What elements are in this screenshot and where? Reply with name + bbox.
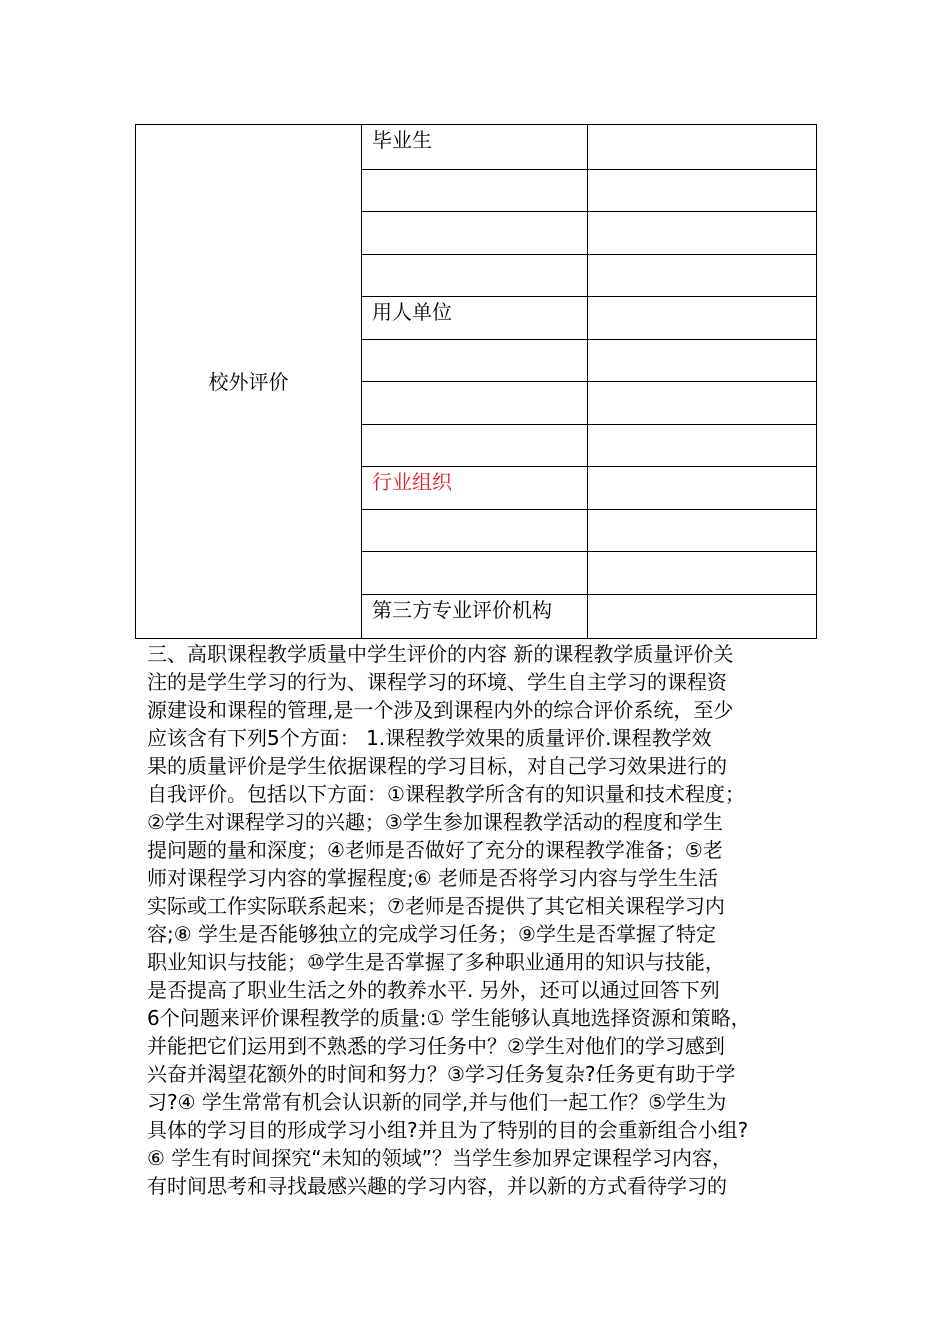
text-line: 注的是学生学习的行为、课程学习的环境、学生自主学习的课程资 — [147, 670, 727, 694]
table-row — [136, 125, 817, 170]
row-label — [362, 382, 588, 425]
text-line: 应该含有下列5个方面： 1.课程教学效果的质量评价.课程教学效 — [147, 726, 712, 750]
row-value — [588, 467, 817, 510]
text-line: ②学生对课程学习的兴趣；③学生参加课程教学活动的程度和学生 — [147, 810, 723, 834]
row-value — [588, 382, 817, 425]
text-line: 自我评价。包括以下方面：①课程教学所含有的知识量和技术程度； — [147, 782, 745, 806]
text-line: 源建设和课程的管理,是一个涉及到课程内外的综合评价系统，至少 — [147, 698, 734, 722]
row-label — [362, 255, 588, 297]
text-line: ⑥ 学生有时间探究“未知的领域”？当学生参加界定课程学习内容， — [147, 1146, 733, 1170]
row-label — [362, 170, 588, 212]
row-label: 毕业生 — [362, 125, 588, 170]
row-value — [588, 340, 817, 382]
row-value — [588, 125, 817, 170]
text-line: 三、高职课程教学质量中学生评价的内容 新的课程教学质量评价关 — [147, 642, 734, 666]
text-line: 容;⑧ 学生是否能够独立的完成学习任务；⑨学生是否掌握了特定 — [147, 922, 716, 946]
text-line: 兴奋并渴望花额外的时间和努力？③学习任务复杂?任务更有助于学 — [147, 1062, 736, 1086]
row-value — [588, 425, 817, 467]
row-label: 第三方专业评价机构 — [362, 595, 588, 639]
row-value — [588, 255, 817, 297]
text-line: 6个问题来评价课程教学的质量:① 学生能够认真地选择资源和策略， — [147, 1006, 751, 1030]
group-label: 校外评价 — [208, 369, 289, 394]
group-cell — [136, 125, 362, 639]
text-line: 是否提高了职业生活之外的教养水平. 另外，还可以通过回答下列 — [147, 978, 720, 1002]
row-label: 用人单位 — [362, 297, 588, 340]
row-value — [588, 595, 817, 639]
text-line: 具体的学习目的形成学习小组?并且为了特别的目的会重新组合小组? — [147, 1118, 749, 1142]
text-line: 有时间思考和寻找最感兴趣的学习内容，并以新的方式看待学习的 — [147, 1174, 727, 1198]
text-line: 职业知识与技能；⑩学生是否掌握了多种职业通用的知识与技能， — [147, 950, 725, 974]
text-line: 实际或工作实际联系起来；⑦老师是否提供了其它相关课程学习内 — [147, 894, 725, 918]
row-label — [362, 425, 588, 467]
text-line: 果的质量评价是学生依据课程的学习目标，对自己学习效果进行的 — [147, 754, 727, 778]
evaluation-table — [135, 124, 817, 639]
text-line: 习?④ 学生常常有机会认识新的同学,并与他们一起工作？⑤学生为 — [147, 1090, 727, 1114]
text-line: 师对课程学习内容的掌握程度;⑥ 老师是否将学习内容与学生生活 — [147, 866, 719, 890]
row-label — [362, 510, 588, 552]
text-line: 并能把它们运用到不熟悉的学习任务中？②学生对他们的学习感到 — [147, 1034, 725, 1058]
row-label — [362, 552, 588, 595]
row-value — [588, 212, 817, 255]
text-line: 提问题的量和深度；④老师是否做好了充分的课程教学准备；⑤老 — [147, 838, 723, 862]
row-label-highlight: 行业组织 — [362, 467, 588, 510]
row-value — [588, 552, 817, 595]
row-label — [362, 212, 588, 255]
body-paragraph — [147, 640, 823, 1200]
row-value — [588, 510, 817, 552]
row-value — [588, 170, 817, 212]
row-label — [362, 340, 588, 382]
row-value — [588, 297, 817, 340]
